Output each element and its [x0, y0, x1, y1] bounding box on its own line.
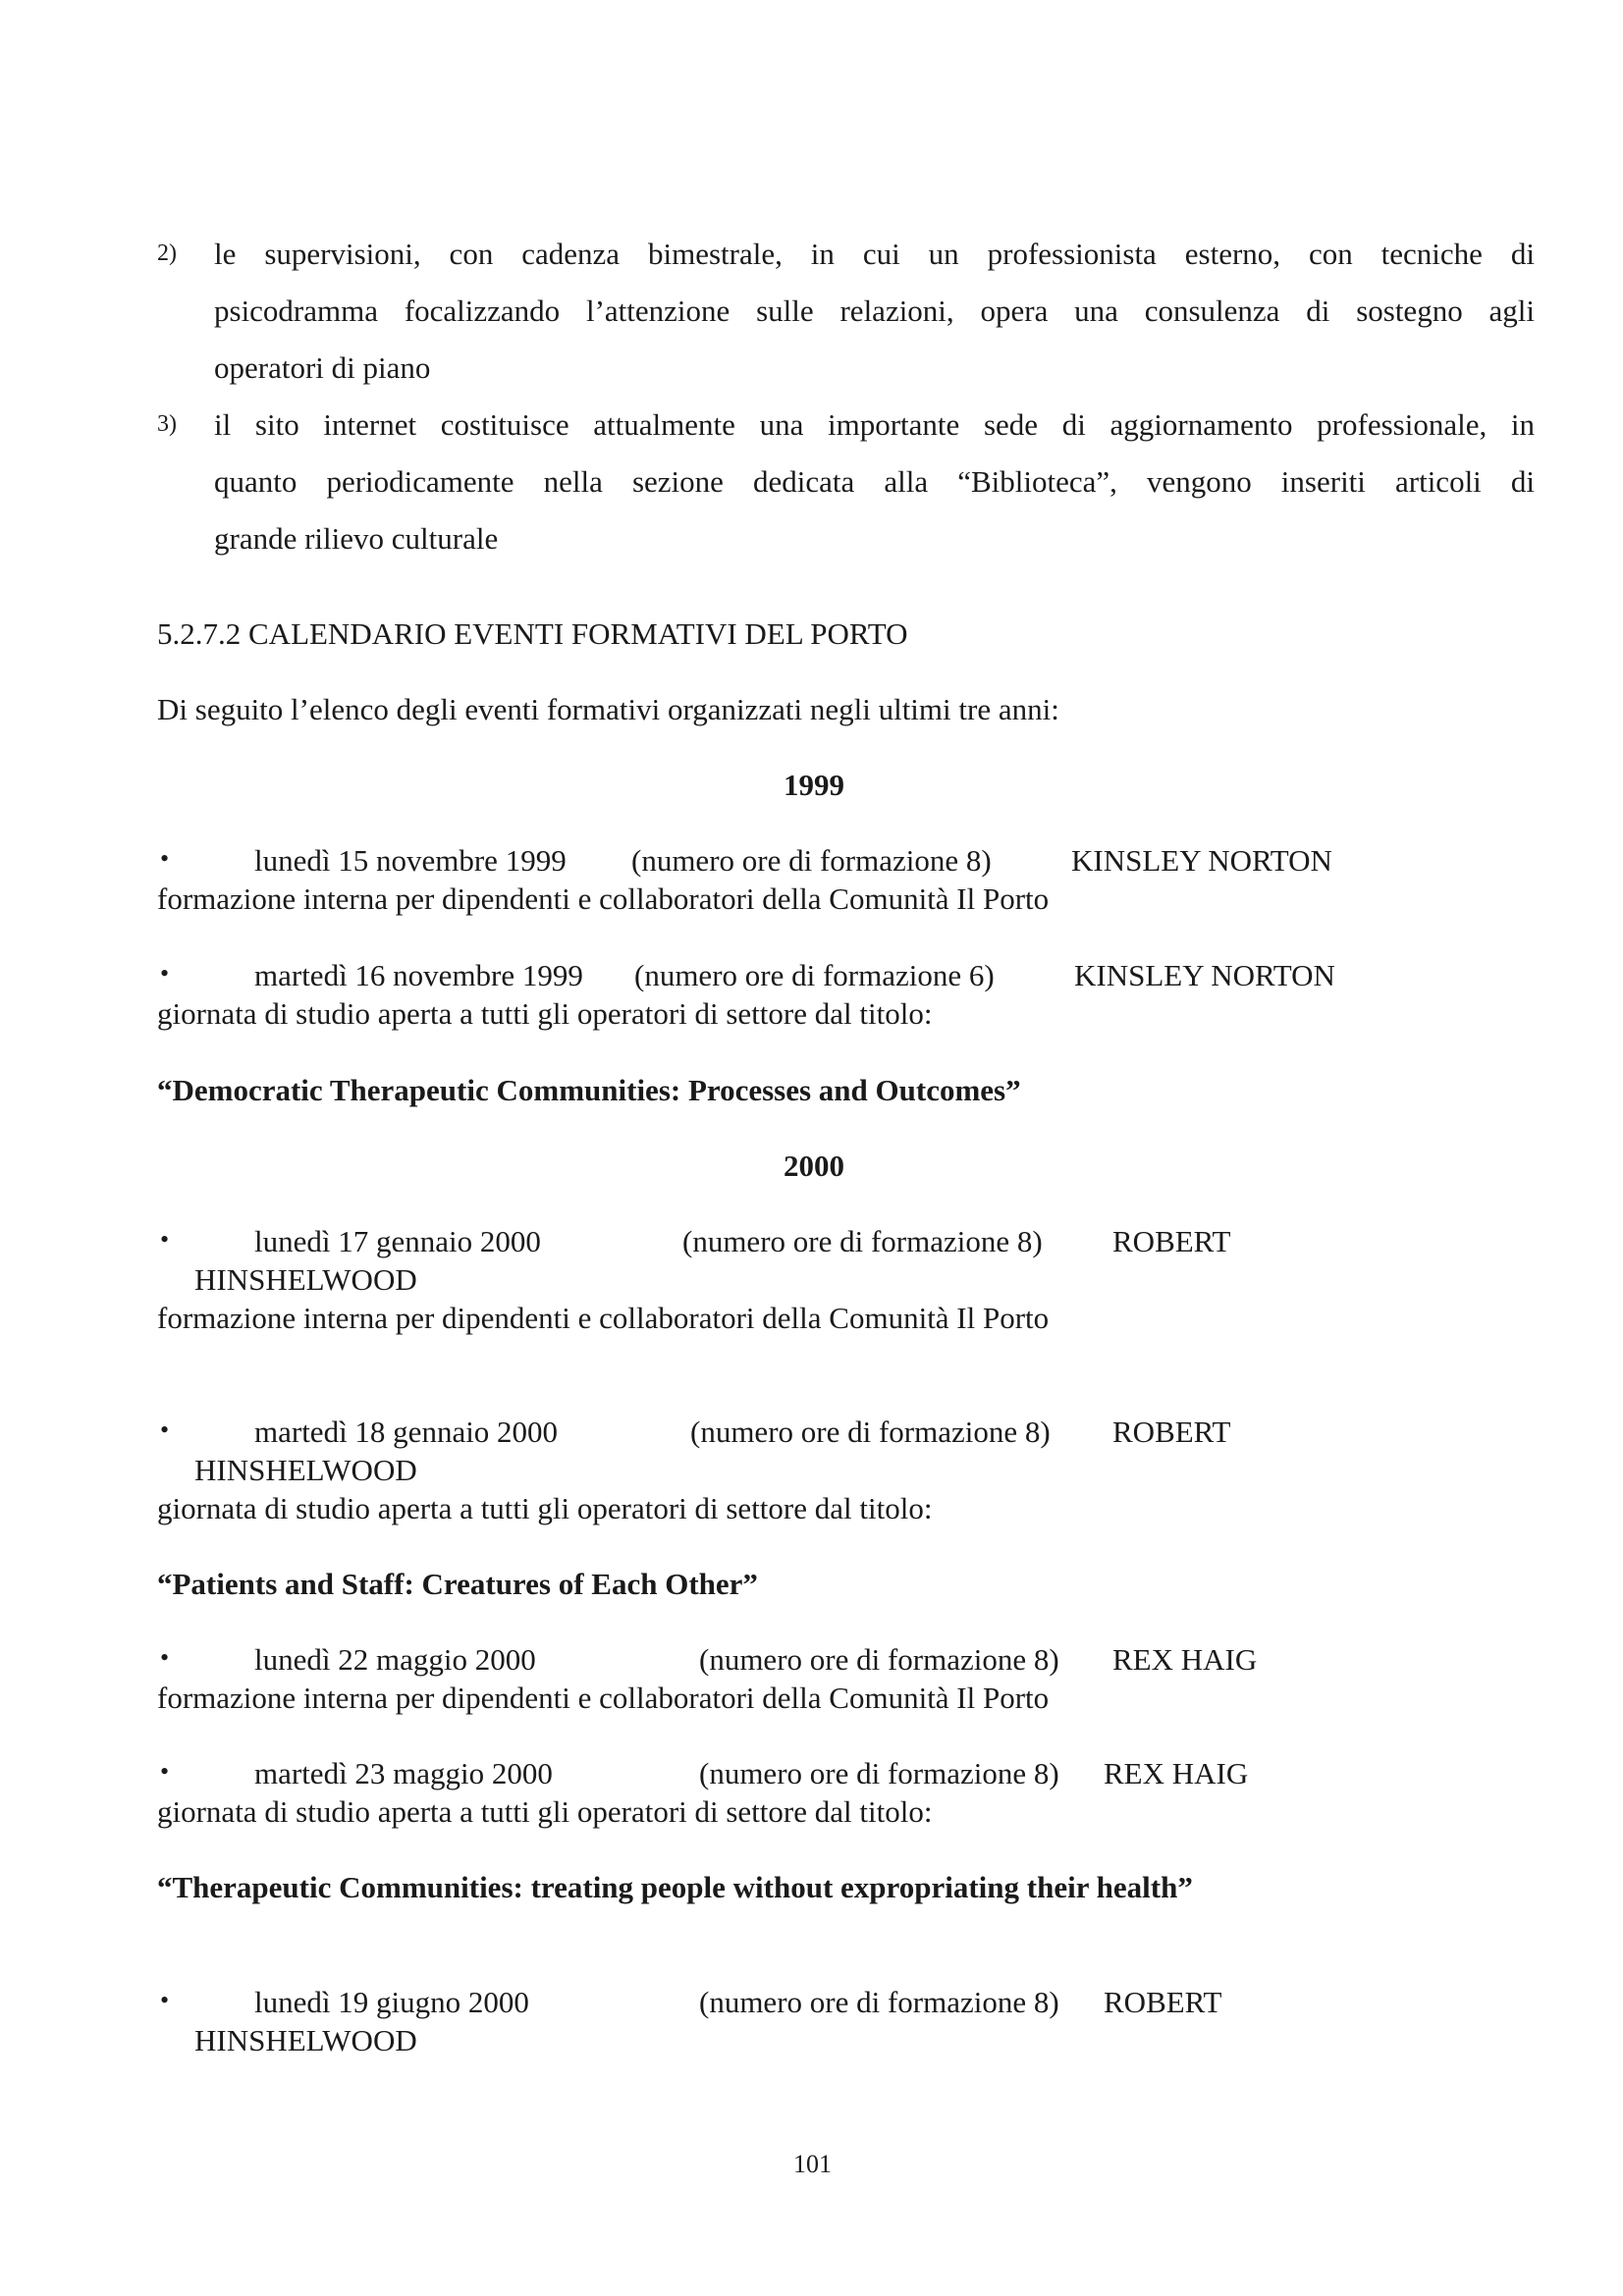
list-item-3-line2: quanto periodicamente nella sezione dedicata alla “Biblioteca”, vengono inseriti articoli di [214, 464, 1535, 499]
event-description: giornata di studio aperta a tutti gli operatori di settore dal titolo: [157, 996, 933, 1031]
event-hours: (numero ore di formazione 8) [690, 1415, 1051, 1449]
list-number-3: 3) [157, 411, 177, 437]
event-hours: (numero ore di formazione 6) [634, 958, 995, 992]
event-speaker-cont: HINSHELWOOD [194, 2023, 417, 2057]
bullet: • [160, 1986, 170, 2014]
event-hours: (numero ore di formazione 8) [699, 1985, 1059, 2019]
year-heading-2000: 2000 [784, 1148, 844, 1183]
event-speaker: KINSLEY NORTON [1074, 958, 1335, 992]
year-heading-1999: 1999 [784, 768, 844, 802]
event-title: “Patients and Staff: Creatures of Each Other” [157, 1567, 758, 1601]
bullet: • [160, 1415, 170, 1444]
event-speaker: ROBERT [1104, 1985, 1222, 2019]
event-description: giornata di studio aperta a tutti gli operatori di settore dal titolo: [157, 1491, 933, 1525]
event-date: martedì 16 novembre 1999 [254, 958, 583, 992]
bullet: • [160, 844, 170, 873]
event-hours: (numero ore di formazione 8) [682, 1224, 1043, 1258]
section-heading: 5.2.7.2 CALENDARIO EVENTI FORMATIVI DEL PORTO [157, 616, 908, 651]
event-date: lunedì 22 maggio 2000 [254, 1642, 536, 1677]
event-description: giornata di studio aperta a tutti gli operatori di settore dal titolo: [157, 1794, 933, 1829]
section-intro: Di seguito l’elenco degli eventi formativi organizzati negli ultimi tre anni: [157, 692, 1059, 726]
event-speaker: REX HAIG [1112, 1642, 1258, 1677]
event-speaker: REX HAIG [1104, 1756, 1249, 1790]
event-title: “Therapeutic Communities: treating people without expropriating their health” [157, 1870, 1193, 1904]
event-hours: (numero ore di formazione 8) [699, 1642, 1059, 1677]
list-item-3-line3: grande rilievo culturale [214, 521, 499, 556]
bullet: • [160, 959, 170, 988]
list-number-2: 2) [157, 240, 177, 266]
bullet: • [160, 1225, 170, 1254]
event-description: formazione interna per dipendenti e collaboratori della Comunità Il Porto [157, 881, 1050, 916]
event-date: martedì 23 maggio 2000 [254, 1756, 553, 1790]
event-hours: (numero ore di formazione 8) [699, 1756, 1059, 1790]
event-speaker: KINSLEY NORTON [1071, 843, 1332, 878]
event-hours: (numero ore di formazione 8) [631, 843, 992, 878]
event-description: formazione interna per dipendenti e collaboratori della Comunità Il Porto [157, 1301, 1050, 1335]
event-speaker: ROBERT [1112, 1415, 1231, 1449]
event-date: martedì 18 gennaio 2000 [254, 1415, 559, 1449]
event-speaker-cont: HINSHELWOOD [194, 1262, 417, 1297]
event-title: “Democratic Therapeutic Communities: Processes and Outcomes” [157, 1073, 1021, 1107]
list-item-3-line1: il sito internet costituisce attualmente una importante sede di aggiornamento professionale, in [214, 407, 1535, 442]
event-description: formazione interna per dipendenti e collaboratori della Comunità Il Porto [157, 1681, 1050, 1715]
list-item-2-line3: operatori di piano [214, 350, 431, 385]
event-date: lunedì 19 giugno 2000 [254, 1985, 529, 2019]
event-speaker-cont: HINSHELWOOD [194, 1453, 417, 1487]
list-item-2-line2: psicodramma focalizzando l’attenzione sulle relazioni, opera una consulenza di sostegno agli [214, 294, 1535, 328]
bullet: • [160, 1757, 170, 1786]
event-speaker: ROBERT [1112, 1224, 1231, 1258]
page-number: 101 [793, 2150, 832, 2178]
event-date: lunedì 17 gennaio 2000 [254, 1224, 541, 1258]
event-date: lunedì 15 novembre 1999 [254, 843, 567, 878]
list-item-2-line1: le supervisioni, con cadenza bimestrale, in cui un professionista esterno, con tecniche di [214, 237, 1535, 271]
bullet: • [160, 1643, 170, 1672]
